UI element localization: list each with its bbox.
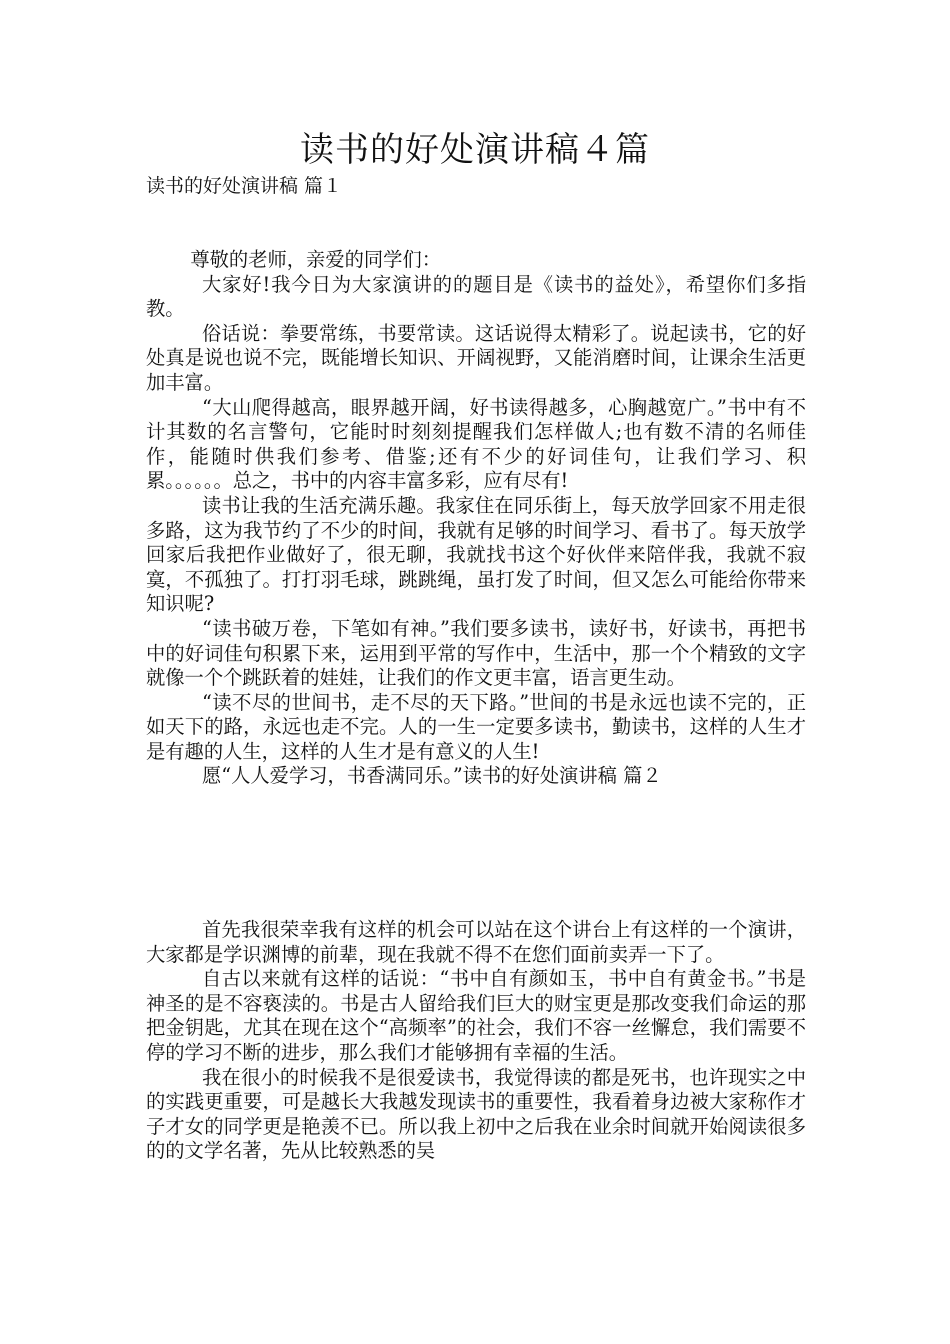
paragraph: 尊敬的老师，亲爱的同学们：: [190, 248, 442, 271]
paragraph: “大山爬得越高，眼界越开阔，好书读得越多，心胸越宽广。”书中有不计其数的名言警句，它能时时刻刻提醒我们怎样做人;也有数不清的名师佳作，能随时供我们参考、借鉴;还有不少的好词佳句，让我们学习、积累。。。。。。总之，书中的内容丰富多彩，应有尽有!: [146, 395, 806, 493]
paragraph: “读书破万卷，下笔如有神。”我们要多读书，读好书，好读书，再把书中的好词佳句积累下来，运用到平常的写作中，生活中，那一个个精致的文字就像一个个跳跃着的娃娃，让我们的作文更丰富，语言更生动。: [146, 616, 806, 690]
paragraph: 我在很小的时候我不是很爱读书，我觉得读的都是死书，也许现实之中的实践更重要，可是越长大我越发现读书的重要性，我看着身边被大家称作才子才女的同学更是艳羡不已。所以我上初中之后我在业余时间就开始阅读很多的的文学名著，先从比较熟悉的吴: [146, 1065, 806, 1163]
paragraph: 自古以来就有这样的话说：“书中自有颜如玉，书中自有黄金书。”书是神圣的是不容亵渎的。书是古人留给我们巨大的财宝更是那改变我们命运的那把金钥匙，尤其在现在这个“高频率”的社会，我们不容一丝懈怠，我们需要不停的学习不断的进步，那么我们才能够拥有幸福的生活。: [146, 967, 806, 1064]
paragraph: 首先我很荣幸我有这样的机会可以站在这个讲台上有这样的一个演讲，大家都是学识渊博的前辈，现在我就不得不在您们面前卖弄一下了。: [146, 918, 806, 966]
paragraph: 大家好!我今日为大家演讲的的题目是《读书的益处》，希望你们多指教。: [146, 272, 806, 321]
section-heading-1: 读书的好处演讲稿 篇１: [146, 175, 343, 197]
paragraph: 愿“人人爱学习，书香满同乐。”读书的好处演讲稿 篇２: [201, 764, 662, 788]
section-1-body: [146, 248, 806, 789]
paragraph: “读不尽的世间书，走不尽的天下路。”世间的书是永远也读不完的，正如天下的路，永远也走不完。人的一生一定要多读书，勤读书，这样的人生才是有趣的人生，这样的人生才是有意义的人生!: [146, 690, 806, 763]
paragraph: 俗话说：拳要常练，书要常读。这话说得太精彩了。说起读书，它的好处真是说也说不完，既能增长知识、开阔视野，又能消磨时间，让课余生活更加丰富。: [146, 321, 806, 394]
document-title: 读书的好处演讲稿４篇: [300, 130, 650, 170]
paragraph: 读书让我的生活充满乐趣。我家住在同乐街上，每天放学回家不用走很多路，这为我节约了不少的时间，我就有足够的时间学习、看书了。每天放学回家后我把作业做好了，很无聊，我就找书这个好伙伴来陪伴我，我就不寂寞，不孤独了。打打羽毛球，跳跳绳，虽打发了时间，但又怎么可能给你带来知识呢?: [146, 493, 806, 616]
section-2-body: [146, 918, 806, 1164]
